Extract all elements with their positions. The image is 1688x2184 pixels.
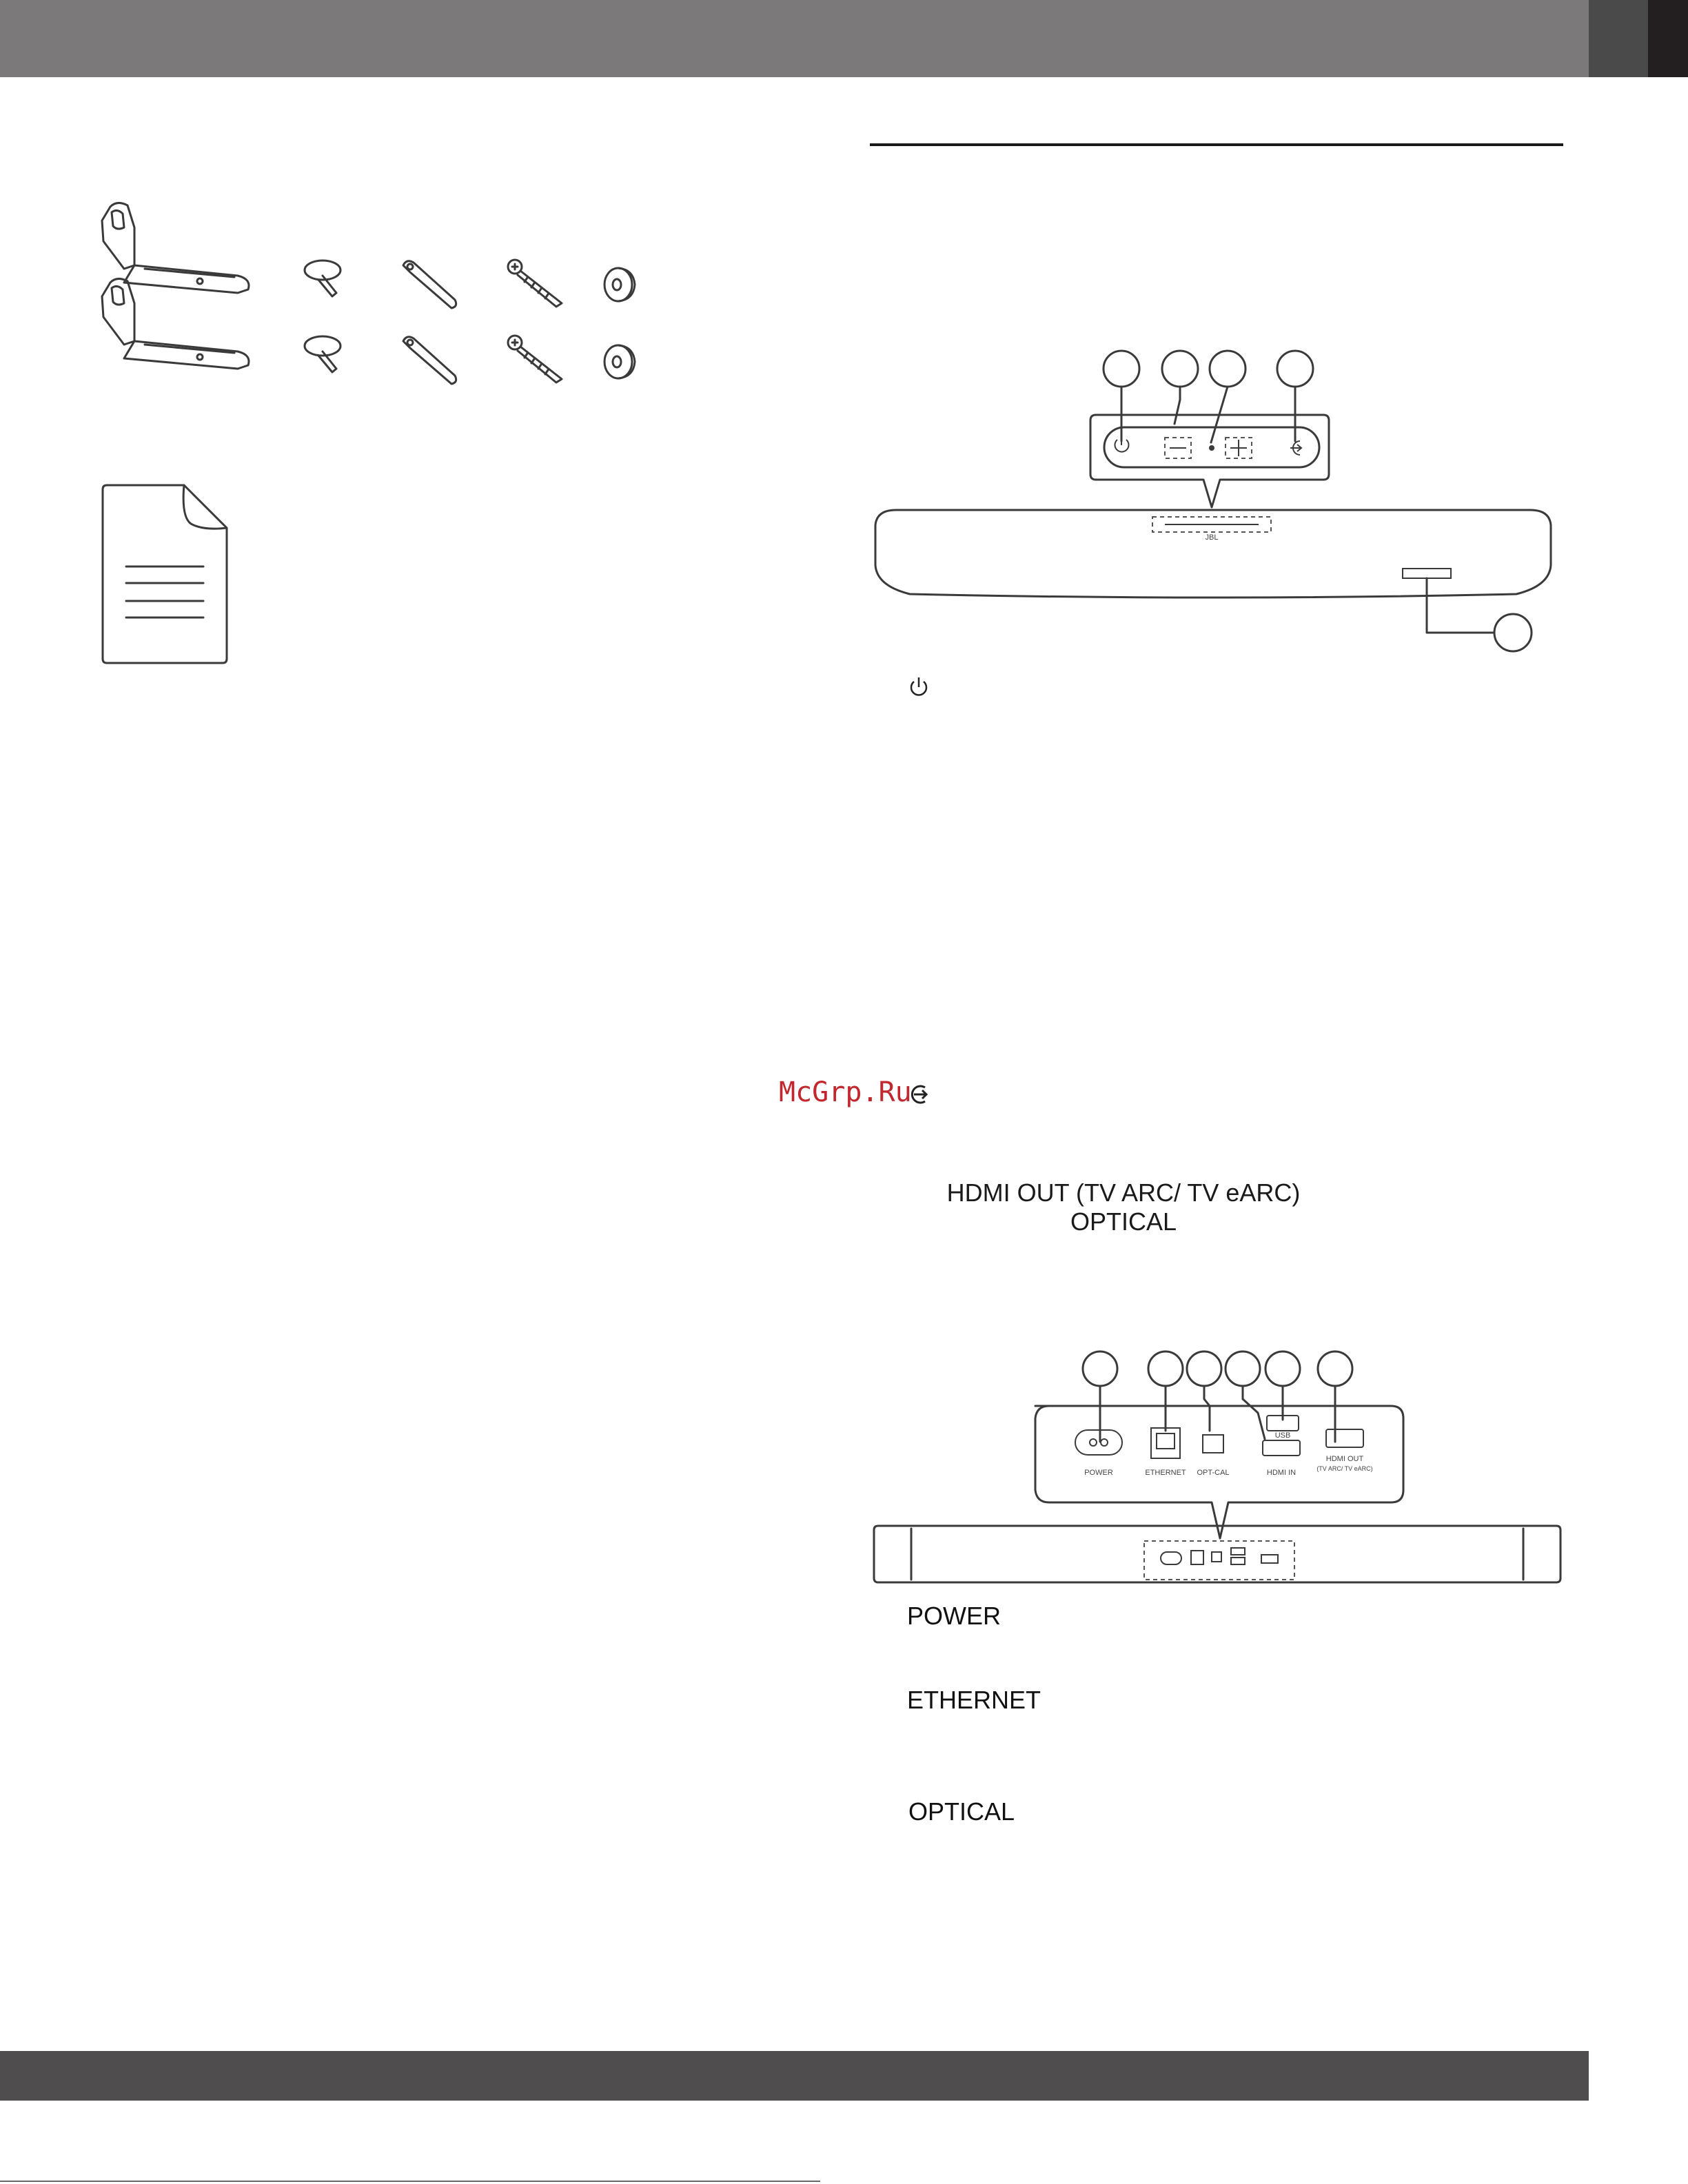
callout-rear-6 — [1318, 1351, 1352, 1386]
optical-port — [1203, 1435, 1223, 1453]
callout-3 — [1210, 351, 1245, 387]
section-power-heading: POWER — [907, 1602, 1001, 1630]
rear-panel-illustration — [868, 1344, 1565, 1599]
display-window — [1403, 569, 1451, 578]
rear-port-area — [1144, 1541, 1294, 1580]
indicator-dot — [1209, 445, 1214, 451]
callout-rear-5 — [1265, 1351, 1300, 1386]
rear-label-hdmi-out: HDMI OUT — [1325, 1455, 1364, 1463]
plus-icon — [1230, 440, 1247, 456]
footer-bar — [0, 2051, 1589, 2101]
header-tab-black — [1648, 0, 1688, 77]
section-divider — [870, 143, 1563, 146]
source-icon — [908, 1083, 932, 1105]
callout-rear-1 — [1083, 1351, 1117, 1386]
front-logo: JBL — [1205, 533, 1219, 542]
callout-rear-4 — [1226, 1351, 1260, 1386]
optical-heading: OPTICAL — [1070, 1207, 1177, 1236]
wall-bracket-illustration — [96, 200, 262, 386]
document-icon — [100, 482, 231, 665]
header-bar — [0, 0, 1589, 77]
hdmi-out-heading: HDMI OUT (TV ARC/ TV eARC) — [946, 1178, 1301, 1207]
callout-rear-2 — [1148, 1351, 1183, 1386]
hdmi-in-port — [1263, 1440, 1300, 1456]
rear-label-ethernet: ETHERNET — [1145, 1469, 1186, 1477]
front-panel-illustration — [868, 345, 1558, 655]
rear-label-opt-cal: OPT-CAL — [1197, 1469, 1230, 1477]
callout-2 — [1162, 351, 1198, 387]
watermark-text: McGrp.Ru — [779, 1076, 912, 1108]
power-icon — [908, 675, 929, 697]
power-port — [1075, 1430, 1122, 1455]
rear-label-power: POWER — [1084, 1469, 1113, 1477]
ethernet-port — [1151, 1428, 1180, 1458]
rear-label-usb: USB — [1274, 1431, 1291, 1440]
screw-knob-illustration — [303, 255, 352, 379]
section-ethernet-heading: ETHERNET — [907, 1686, 1041, 1714]
callout-rear-3 — [1187, 1351, 1221, 1386]
rear-label-hdmi-in: HDMI IN — [1266, 1469, 1296, 1477]
callout-1 — [1104, 351, 1139, 387]
header-tab-dark — [1589, 0, 1648, 77]
hdmi-out-port — [1326, 1429, 1363, 1447]
rear-label-hdmi-out-sub: (TV ARC/ TV eARC) — [1316, 1465, 1373, 1472]
callout-4 — [1277, 351, 1313, 387]
wall-anchor-illustration — [400, 258, 462, 382]
section-optical-heading: OPTICAL — [908, 1797, 1015, 1826]
source-icon — [1290, 441, 1301, 455]
footer-rule — [0, 2181, 820, 2182]
callout-5 — [1494, 614, 1532, 651]
wall-screw-illustration — [507, 258, 569, 382]
spacer-washer-illustration — [603, 265, 644, 382]
